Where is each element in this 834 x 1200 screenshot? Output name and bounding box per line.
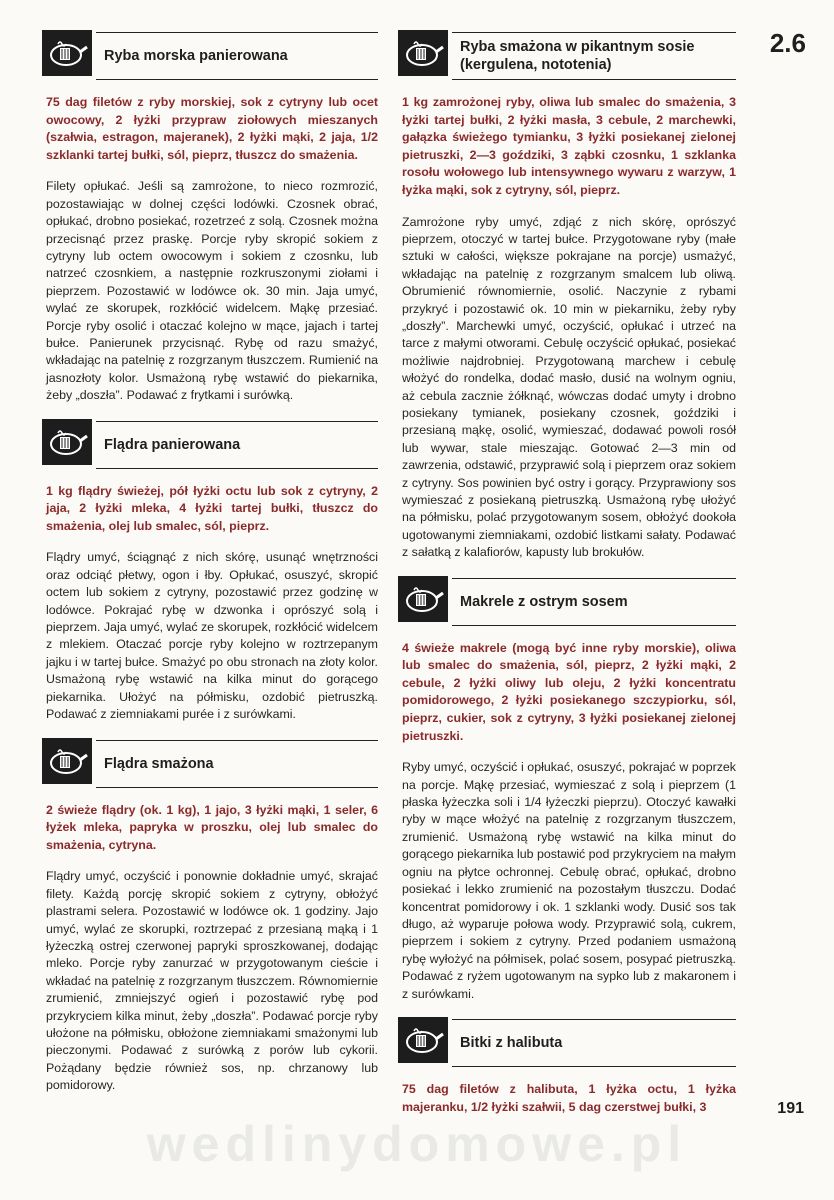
recipe bbox=[398, 576, 736, 1003]
page-number: 191 bbox=[777, 1100, 804, 1117]
recipe-ingredients: 1 kg zamrożonej ryby, oliwa lub smalec do smażenia, 3 łyżki tartej bułki, 2 łyżki masła, 3 cebule, 2 marchewki, gałązka świeżego tymianku, 3 łyżki posiekanej zielonej pietruszki, 2—3 goździki, 3 ząbki czosnku, 1 szklanka rosołu wołowego lub intensywnego wywaru z warzyw, 1 łyżka mąki, sok z cytryny, sól, pieprz. bbox=[402, 95, 736, 197]
right-column bbox=[398, 30, 736, 1130]
recipe-header bbox=[42, 738, 378, 788]
recipe bbox=[42, 419, 378, 724]
recipe-title: Bitki z halibuta bbox=[460, 1034, 563, 1051]
frying-pan-icon bbox=[398, 576, 448, 622]
recipe-instructions: Flądry umyć, ściągnąć z nich skórę, usunąć wnętrzności oraz odciąć płetwy, ogon i łby. Opłukać, osuszyć, skropić octem lub sokiem z cytryny, pozostawić przez godzinę w lodówce. Pokrajać rybę w dzwonka i oprószyć solą i pieprzem. Jaja umyć, wylać ze skorupek, rozkłócić widelcem z mlekiem. Otaczać porcje ryby kolejno w roztrzepanym jajku i w tartej bułce. Smażyć po obu stronach na złoty kolor. Usmażoną rybę wstawić na kilka minut do gorącego piekarnika. Ułożyć na półmisku, ozdobić pietruszką. Podawać z ziemniakami purée i z surówkami. bbox=[46, 550, 378, 722]
left-column bbox=[42, 30, 378, 1109]
recipe-instructions: Flądry umyć, oczyścić i ponownie dokładnie umyć, skrajać filety. Każdą porcję skropić sokiem z cytryny, obłożyć plastrami selera. Pozostawić w lodówce ok. 1 godziny. Jajo umyć, wylać ze skorupki, roztrzepać z przesianą mąką i 1 łyżeczką ostrej czerwonej papryki sproszkowanej, dodając mleko. Porcje ryby zanurzać w przygotowanym cieście i wkładać na patelnię z rozgrzanym tłuszczem. Równomiernie zrumienić, zmniejszyć ogień i pozostawić rybę pod przykryciem kilka minut, żeby „doszła”. Podawać porcje ryby ułożone na półmisku, obłożone ziemniakami smażonymi lub pieczonymi. Podawać z surówką z porów lub cykorii. Pożądany będzie również sos, np. chrzanowy lub pomidorowy. bbox=[46, 869, 378, 1093]
recipe bbox=[42, 738, 378, 1095]
recipe-ingredients: 75 dag filetów z ryby morskiej, sok z cytryny lub ocet owocowy, 2 łyżki przypraw ziołowych mieszanych (szałwia, estragon, majeranek), 2 łyżki mąki, 2 jaja, 1/2 szklanki tartej bułki, sól, pieprz, tłuszcz do smażenia. bbox=[46, 95, 378, 162]
recipe bbox=[398, 30, 736, 562]
recipe-header bbox=[398, 576, 736, 626]
frying-pan-icon bbox=[42, 738, 92, 784]
recipe-title: Ryba morska panierowana bbox=[104, 48, 288, 64]
recipe-header bbox=[398, 1017, 736, 1067]
recipe-header bbox=[42, 419, 378, 469]
watermark: wedlinydomowe.pl bbox=[146, 1116, 688, 1172]
recipe-title: Ryba smażona w pikantnym sosie (kergulena, nototenia) bbox=[460, 39, 695, 73]
recipe-ingredients: 4 świeże makrele (mogą być inne ryby morskie), oliwa lub smalec do smażenia, sól, pieprz, 2 łyżki mąki, 2 cebule, 2 łyżki oliwy lub oleju, 2 łyżki koncentratu pomidorowego, 2 łyżki posiekanego szczypiorku, sól, pieprz, cukier, sok z cytryny, 3 łyżki posiekanej zielonej pietruszki. bbox=[402, 640, 736, 743]
recipe-instructions: Zamrożone ryby umyć, zdjąć z nich skórę, oprószyć pieprzem, otoczyć w tartej bułce. Przygotowane ryby (małe sztuki w całości, większe pokrajane na porcje) usmażyć, wkładając na patelnię z rozgrzanym smalcem lub oliwą. Obrumienić równomiernie, osolić. Naczynie z rybami przykryć i pozostawić ok. 10 min w piekarniku, żeby ryby „doszły”. Marchewki umyć, oczyścić, opłukać i utrzeć na tarce z małymi otworami. Cebulę oczyścić opłukać, posiekać możliwie najdrobniej. Przygotowaną marchew i cebulę włożyć do rondelka, dodać masło, dusić na wolnym ogniu, aż cebula zacznie żółknąć, wówczas dodać umyty i drobno posiekany tymianek, posiekany czosnek, goździki i przesianą mąkę, osolić, wymieszać, dodawać powoli rosół lub wywar, stale mieszając. Gotować 2—3 min od zawrzenia, odstawić, przyprawić solą i pieprzem oraz sokiem z cytryny. Sos powinien być ostry i gorący. Przyprawiony sos wymieszać z posiekaną pietruszką. Usmażoną rybę ułożyć na półmisku, polać przygotowanym sosem, obłożyć dookoła ugotowanymi ziemniakami, ozdobić listkami sałaty. Podawać z sałatką z kalafiorów, kapusty lub brokułów. bbox=[402, 214, 736, 560]
recipe-instructions: Ryby umyć, oczyścić i opłukać, osuszyć, pokrajać w poprzek na porcje. Mąkę przesiać, wymieszać z solą i pieprzem (1 płaska łyżeczka soli i 1/4 łyżeczki pieprzu). Otoczyć kawałki ryby w mące włożyć na patelnię z rozgrzanym tłuszczem, zrumienić. Usmażoną rybę wstawić na kilka minut do gorącego piekarnika lub postawić pod przykryciem na małym ogniu na płytce ochronnej. Cebulę obrać, opłukać, drobno posiekać i lekko zrumienić na pozostałym tłuszczu. Dodać koncentrat pomidorowy i ok. 1 szklanki wody. Dusić sos tak długo, aż wyparuje połowa wody. Przyprawić solą, cukrem, pieprzem i sokiem z cytryny. Przed podaniem usmażoną rybę wyłożyć na półmisek, polać sosem, posypać pietruszką. Podawać z ryżem ugotowanym na sypko lub z makaronem i z surówkami. bbox=[402, 760, 737, 1001]
recipe bbox=[42, 30, 378, 405]
recipe-ingredients: 75 dag filetów z halibuta, 1 łyżka octu, 1 łyżka majeranku, 1/2 łyżki szałwii, 5 dag czerstwej bułki, 3 bbox=[402, 1081, 736, 1114]
chapter-number: 2.6 bbox=[769, 28, 806, 58]
recipe-title: Flądra smażona bbox=[104, 755, 214, 772]
frying-pan-icon bbox=[398, 30, 448, 76]
frying-pan-icon bbox=[42, 419, 92, 465]
recipe-header bbox=[398, 30, 736, 80]
recipe-ingredients: 1 kg flądry świeżej, pół łyżki octu lub sok z cytryny, 2 jaja, 2 łyżki mleka, 4 łyżki tartej bułki, tłuszcz do smażenia, olej lub smalec, sól, pieprz. bbox=[46, 483, 378, 533]
recipe-ingredients: 2 świeże flądry (ok. 1 kg), 1 jajo, 3 łyżki mąki, 1 seler, 6 łyżek mleka, papryka w proszku, olej lub smalec do smażenia, cytryna. bbox=[46, 802, 378, 852]
recipe-header bbox=[42, 30, 378, 80]
recipe-instructions: Filety opłukać. Jeśli są zamrożone, to nieco rozmrozić, pozostawiając w dolnej części lodówki. Czosnek obrać, opłukać, drobno posiekać, rozetrzeć z solą. Czosnek można przecisnąć przez praskę. Porcje ryby skropić sokiem z cytryny lub octem owocowym i sokiem z czosnku, lub natrzeć czosnkiem, a następnie rozkruszonymi ziołami i pieprzem. Pozostawić w lodówce ok. 30 min. Jaja umyć, wylać ze skorupek, rozkłócić widelcem. Mąkę przesiać. Porcje ryby osolić i otaczać kolejno w mące, jajach i tartej bułce. Panierunek przycisnąć. Rybę od razu smażyć, wkładając na patelnię z rozgrzanym tłuszczem. Rumienić na jasnozłoty kolor. Usmażoną rybę wstawić do piekarnika, żeby „doszła”. Podawać z frytkami i surówką. bbox=[46, 179, 378, 403]
frying-pan-icon bbox=[42, 30, 92, 76]
recipe-title: Makrele z ostrym sosem bbox=[460, 593, 628, 610]
recipe-title: Flądra panierowana bbox=[104, 436, 241, 453]
recipe bbox=[398, 1017, 736, 1116]
frying-pan-icon bbox=[398, 1017, 448, 1063]
